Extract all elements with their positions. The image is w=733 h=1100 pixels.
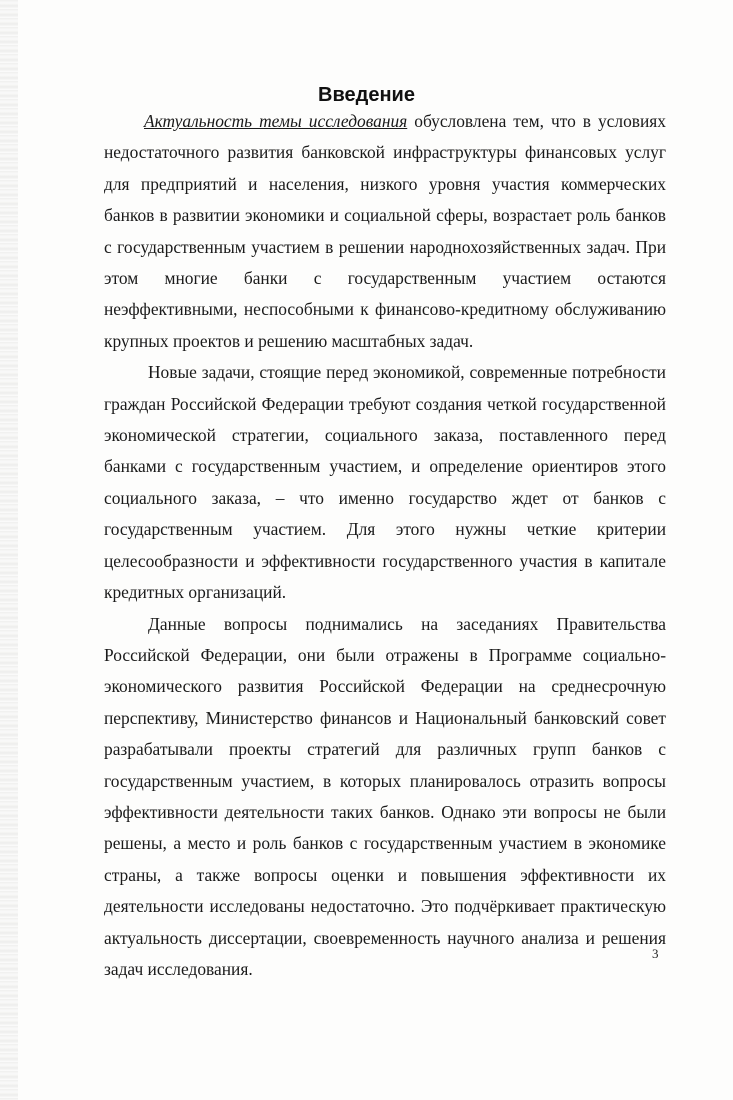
paragraph-lead-phrase: Актуальность темы исследования [144,111,408,131]
page-title: Введение [318,84,415,106]
page-number: 3 [652,946,659,961]
paragraph-1-text: обусловлена тем, что в условиях недостаточного развития банковской инфраструктуры финансовых услуг для предприятий и населения, низкого уровня участия коммерческих банков в развитии экономики и социальной сферы, возрастает роль банков с государственным участием в решении народнохозяйственных задач. При этом многие банки с государственным участием остаются неэффективными, неспособными к финансово-кредитному обслуживанию крупных проектов и решению масштабных задач. [104,111,666,351]
paragraph-3: Данные вопросы поднимались на заседаниях Правительства Российской Федерации, они были отражены в Программе социально-экономического развития Российской Федерации на среднесрочную перспективу, Министерство финансов и Национальный банковский совет разрабатывали проекты стратегий для различных групп банков с государственным участием, в которых планировалось отразить вопросы эффективности деятельности таких банков. Однако эти вопросы не были решены, а место и роль банков с государственным участием в экономике страны, а также вопросы оценки и повышения эффективности их деятельности исследованы недостаточно. Это подчёркивает практическую актуальность диссертации, своевременность научного анализа и решения задач исследования. [104,613,666,979]
paragraph-1 [104,106,666,357]
body-text [104,106,666,985]
scan-edge-artifact [0,0,18,1100]
paragraph-2: Новые задачи, стоящие перед экономикой, современные потребности граждан Российской Федерации требуют создания четкой государственной экономической стратегии, социального заказа, поставленного перед банками с государственным участием, и определение ориентиров этого социального заказа, – что именно государство ждет от банков с государственным участием. Для этого нужны четкие критерии целесообразности и эффективности государственного участия в капитале кредитных организаций. [104,362,666,603]
